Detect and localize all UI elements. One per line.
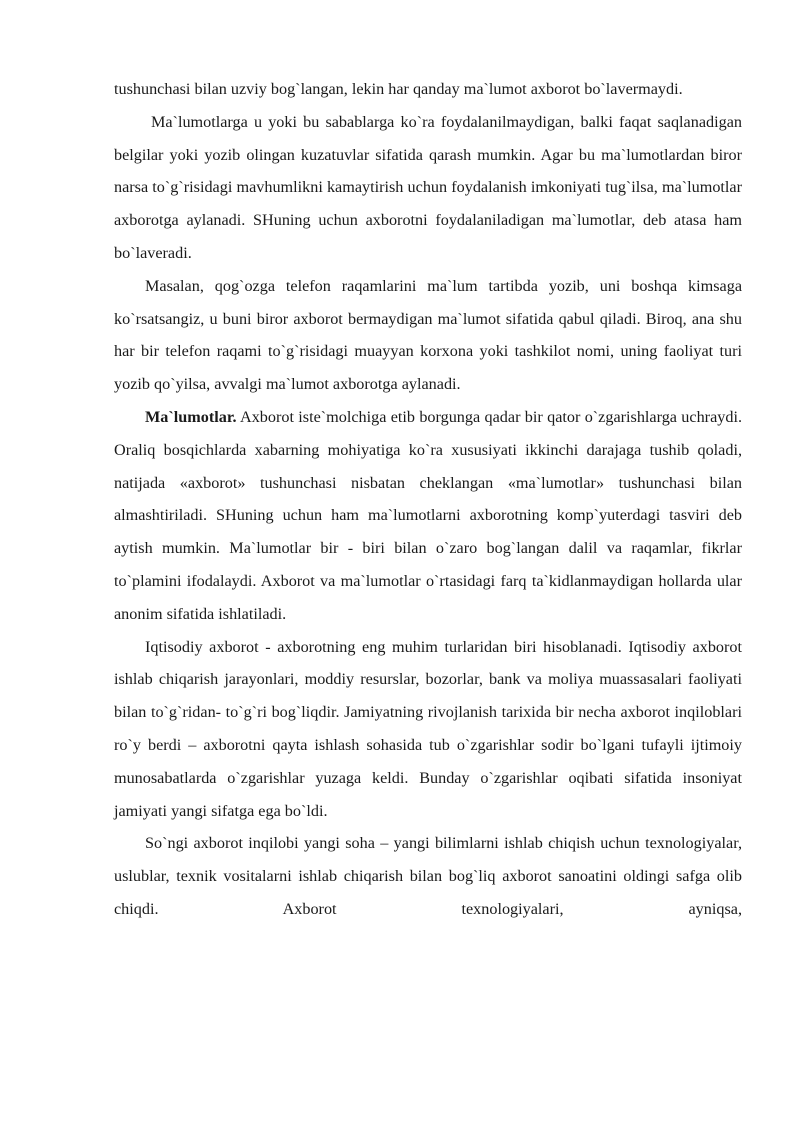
paragraph-malumotlar xyxy=(114,401,742,631)
paragraph-example xyxy=(114,270,742,401)
section-heading: Ma`lumotlar. xyxy=(145,407,237,426)
paragraph-economic-information xyxy=(114,631,742,828)
paragraph-data-definition xyxy=(114,106,742,270)
paragraph-text: tushunchasi bilan uzviy bog`langan, lekin har qanday ma`lumot axborot bo`lavermaydi. xyxy=(114,80,683,98)
paragraph-text: Iqtisodiy axborot - axborotning eng muhim turlaridan biri hisoblanadi. Iqtisodiy axborot ishlab chiqarish jarayonlari, moddiy resurslar, bozorlar, bank va moliya muassasalari faoliyati bilan to`g`ridan- to`g`ri bog`liqdir. Jamiyatning rivojlanish tarixida bir necha axborot inqiloblari ro`y berdi – axborotni qayta ishlash sohasida tub o`zgarishlar sodir bo`lgani tufayli ijtimoiy munosabatlarda o`zgarishlar yuzaga keldi. Bunday o`zgarishlar oqibati sifatida insoniyat jamiyati yangi sifatga ega bo`ldi. xyxy=(114,637,742,820)
paragraph-text: Ma`lumotlarga u yoki bu sabablarga ko`ra foydalanilmaydigan, balki faqat saqlanadigan belgilar yoki yozib olingan kuzatuvlar sifatida qarash mumkin. Agar bu ma`lumotlardan biror narsa to`g`risidagi mavhumlikni kamaytirish uchun foydalanish imkoniyati tug`ilsa, ma`lumotlar axborotga aylanadi. SHuning uchun axborotni foydalaniladigan ma`lumotlar, deb atasa ham bo`laveradi. xyxy=(114,112,742,262)
paragraph-information-revolution xyxy=(114,827,742,925)
paragraph-text: Axborot iste`molchiga etib borgunga qadar bir qator o`zgarishlarga uchraydi. Oraliq bosqichlarda xabarning mohiyatiga ko`ra xususiyati ikkinchi darajaga tushib qoladi, natijada «axborot» tushunchasi nisbatan cheklangan «ma`lumotlar» tushunchasi bilan almashtiriladi. SHuning uchun ham ma`lumotlarni axborotning komp`yuterdagi tasviri deb aytish mumkin. Ma`lumotlar bir - biri bilan o`zaro bog`langan dalil va raqamlar, fikrlar to`plamini ifodalaydi. Axborot va ma`lumotlar o`rtasidagi farq ta`kidlanmaydigan hollarda ular anonim sifatida ishlatiladi. xyxy=(114,407,742,623)
paragraph-text: Masalan, qog`ozga telefon raqamlarini ma`lum tartibda yozib, uni boshqa kimsaga ko`rsatsangiz, u buni biror axborot bermaydigan ma`lumot sifatida qabul qiladi. Biroq, ana shu har bir telefon raqami to`g`risidagi muayyan korxona yoki tashkilot nomi, uning faoliyat turi yozib qo`yilsa, avvalgi ma`lumot axborotga aylanadi. xyxy=(114,276,742,394)
paragraph-continuation xyxy=(114,73,742,106)
document-body xyxy=(114,73,742,926)
paragraph-text: So`ngi axborot inqilobi yangi soha – yangi bilimlarni ishlab chiqish uchun texnologiyalar, uslublar, texnik vositalarni ishlab chiqarish bilan bog`liq axborot sanoatini oldingi safga olib chiqdi. Axborot texnologiyalari, ayniqsa, xyxy=(114,834,742,918)
